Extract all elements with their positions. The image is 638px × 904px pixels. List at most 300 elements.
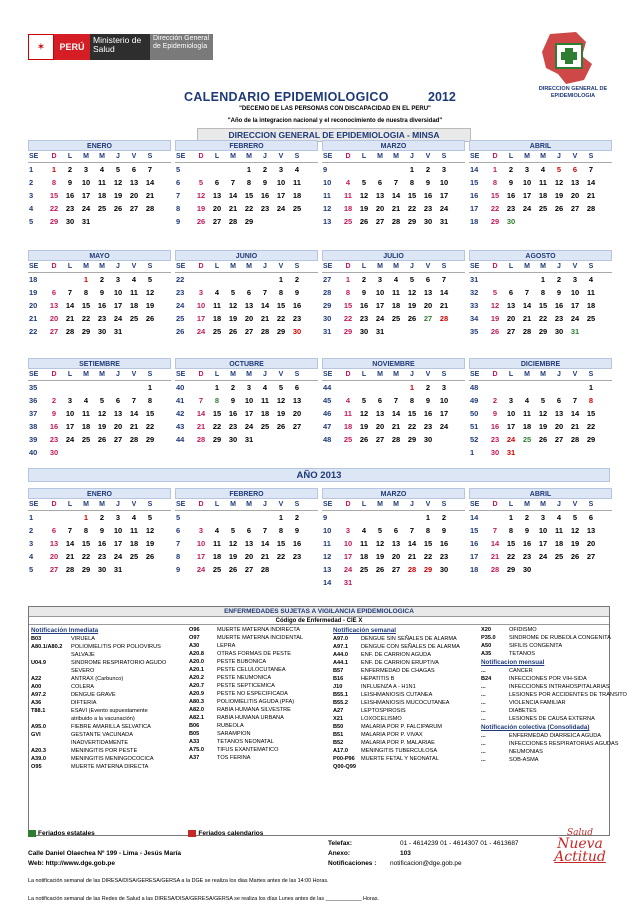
coat-of-arms-icon: ✶ [28, 34, 54, 60]
day-cell: 26 [359, 435, 369, 444]
day-header: D [51, 501, 57, 508]
day-cell: 8 [83, 526, 89, 535]
day-cell: 25 [129, 552, 139, 561]
day-cell: 6 [246, 526, 252, 535]
week-number: 8 [176, 552, 181, 561]
day-cell: 31 [375, 327, 385, 336]
day-cell [436, 576, 452, 589]
day-cell: 12 [538, 409, 548, 418]
month-title: ABRIL [469, 488, 612, 499]
day-cell: 28 [522, 327, 532, 336]
day-header: S [441, 501, 447, 508]
week-row [28, 524, 171, 537]
day-cell [567, 215, 583, 228]
disease-row [189, 738, 329, 746]
day-cell: 30 [97, 565, 107, 574]
week-row [469, 189, 612, 202]
day-cell [225, 511, 241, 524]
day-cell: 16 [49, 422, 59, 431]
day-cell: 4 [99, 165, 105, 174]
day-cell [257, 215, 273, 228]
day-header-row [28, 261, 171, 273]
day-cell: 23 [522, 552, 532, 561]
disease-row [189, 706, 329, 714]
disease-name: LEPTOSPIROSIS [361, 708, 406, 714]
day-cell: 7 [588, 165, 594, 174]
day-header: M [524, 153, 530, 160]
day-cell: 11 [293, 178, 301, 187]
day-cell: 3 [115, 275, 121, 284]
day-cell: 19 [570, 539, 580, 548]
disease-row [31, 715, 186, 723]
day-cell: 1 [409, 165, 415, 174]
week-header: SE [323, 501, 333, 508]
week-row [322, 273, 465, 286]
day-header: M [246, 263, 252, 270]
disease-code: P35.0 [481, 635, 496, 641]
day-cell: 25 [522, 435, 532, 444]
week-number: 38 [29, 422, 38, 431]
disease-code: A75.0 [189, 747, 204, 753]
day-cell: 17 [343, 552, 353, 561]
day-cell: 29 [145, 435, 155, 444]
day-header: D [51, 153, 57, 160]
disease-name: SEVERO [71, 668, 95, 674]
day-cell [340, 511, 356, 524]
disease-row [189, 698, 329, 706]
week-row [469, 163, 612, 176]
disease-name: TETANOS NEONATAL [217, 739, 274, 745]
disease-name: MENINGITIS TUBERCULOSA [361, 748, 438, 754]
disease-row [31, 731, 186, 739]
disease-code: O97 [189, 635, 200, 641]
disease-name: SINDROME DE RUBEOLA CONGENITA [509, 635, 611, 641]
day-cell: 24 [506, 435, 516, 444]
day-cell [388, 381, 404, 394]
day-cell: 26 [276, 422, 286, 431]
day-cell: 4 [540, 165, 546, 174]
disease-code: A20.9 [189, 691, 204, 697]
week-row [322, 576, 465, 589]
calendar-holiday-label: Feriados calendarios [198, 830, 264, 838]
month-title: NOVIEMBRE [322, 358, 465, 369]
day-cell: 3 [524, 165, 530, 174]
day-cell: 7 [492, 526, 498, 535]
day-header: V [278, 263, 284, 270]
day-cell [487, 511, 503, 524]
day-cell: 21 [145, 191, 155, 200]
day-cell: 27 [570, 204, 580, 213]
day-cell [583, 446, 599, 459]
week-row [322, 394, 465, 407]
day-cell: 25 [391, 314, 401, 323]
week-row [28, 273, 171, 286]
day-cell: 20 [375, 204, 385, 213]
day-header-row [322, 369, 465, 381]
disease-code: GVI [31, 732, 41, 738]
week-row [322, 420, 465, 433]
day-cell: 26 [113, 204, 123, 213]
day-cell [551, 446, 567, 459]
month-marzo [322, 488, 465, 589]
month-noviembre [322, 358, 465, 446]
day-header: S [588, 153, 594, 160]
day-cell: 3 [278, 165, 284, 174]
disease-name: RABIA HUMANA SILVESTRE [217, 707, 291, 713]
day-cell: 8 [278, 288, 284, 297]
week-number: 9 [323, 513, 328, 522]
day-cell: 5 [492, 288, 498, 297]
day-cell: 21 [586, 191, 596, 200]
month-title: MARZO [322, 140, 465, 151]
day-cell: 18 [212, 552, 222, 561]
day-cell: 25 [359, 565, 369, 574]
disease-code: B55.1 [333, 692, 348, 698]
disease-code: ... [481, 733, 486, 739]
day-header: L [214, 153, 220, 160]
day-header: M [99, 371, 105, 378]
day-cell: 4 [588, 275, 594, 284]
disease-code: Q00-Q99 [333, 764, 357, 770]
notifications-email[interactable]: notificacion@dge.gob.pe [390, 860, 462, 867]
week-row [469, 537, 612, 550]
day-cell: 5 [147, 275, 153, 284]
day-header: M [83, 153, 89, 160]
disease-row [333, 731, 478, 739]
day-cell [209, 273, 225, 286]
disease-code: A33 [189, 739, 200, 745]
day-cell: 21 [391, 422, 401, 431]
day-cell: 2 [67, 165, 73, 174]
disease-row [189, 682, 329, 690]
day-cell: 4 [214, 526, 220, 535]
day-cell: 12 [145, 526, 155, 535]
disease-name: RUBEOLA [217, 723, 244, 729]
day-cell: 13 [49, 539, 59, 548]
day-cell: 18 [554, 539, 564, 548]
disease-name: HEPATITIS B [361, 676, 395, 682]
day-cell: 22 [423, 552, 433, 561]
day-cell: 22 [244, 204, 254, 213]
day-header: L [508, 501, 514, 508]
day-cell: 18 [81, 422, 91, 431]
disease-name: COLERA [71, 684, 95, 690]
day-cell: 3 [345, 526, 351, 535]
day-cell: 18 [343, 422, 353, 431]
day-cell: 13 [391, 539, 401, 548]
disease-row [333, 707, 478, 715]
week-row [469, 176, 612, 189]
day-cell: 20 [586, 539, 596, 548]
day-cell: 26 [145, 314, 155, 323]
day-cell: 30 [423, 435, 433, 444]
week-number: 51 [470, 422, 479, 431]
disease-name: PESTE NEUMONICA [217, 675, 272, 681]
day-cell: 14 [65, 539, 75, 548]
week-row [175, 215, 318, 228]
day-cell: 31 [113, 327, 123, 336]
disease-code: A82.0 [189, 707, 204, 713]
day-cell: 1 [214, 383, 220, 392]
week-number: 3 [29, 539, 34, 548]
day-cell [388, 576, 404, 589]
day-cell: 24 [244, 422, 254, 431]
weekly-heading: Notificación semanal [333, 627, 396, 634]
day-cell: 29 [212, 435, 222, 444]
day-cell: 30 [228, 435, 238, 444]
day-cell: 16 [292, 301, 302, 310]
day-cell: 16 [65, 191, 75, 200]
day-cell: 2 [262, 165, 268, 174]
day-cell: 22 [145, 422, 155, 431]
week-row [28, 433, 171, 446]
day-cell: 13 [113, 409, 123, 418]
day-cell: 13 [506, 301, 516, 310]
day-cell: 7 [572, 396, 578, 405]
day-cell: 23 [359, 314, 369, 323]
day-cell: 4 [345, 396, 351, 405]
disease-row [31, 707, 186, 715]
day-cell [78, 446, 94, 459]
day-cell: 16 [97, 301, 107, 310]
day-cell: 17 [506, 422, 516, 431]
immediate-column [31, 626, 186, 771]
day-header: M [377, 153, 383, 160]
week-number: 11 [323, 539, 331, 548]
week-number: 12 [323, 552, 332, 561]
day-header: M [230, 371, 236, 378]
month-title: ENERO [28, 488, 171, 499]
disease-name: RABIA HUMANA URBANA [217, 715, 284, 721]
day-cell: 16 [490, 422, 500, 431]
day-cell: 8 [278, 526, 284, 535]
day-header: S [588, 371, 594, 378]
day-cell: 16 [97, 539, 107, 548]
disease-row [481, 707, 609, 715]
week-row [322, 176, 465, 189]
day-cell: 8 [492, 178, 498, 187]
day-cell: 30 [292, 327, 302, 336]
day-cell [372, 381, 388, 394]
day-cell: 25 [129, 314, 139, 323]
ministry-label: Ministerio de Salud [90, 34, 150, 60]
day-cell [519, 273, 535, 286]
day-cell [209, 163, 225, 176]
day-cell: 14 [391, 409, 401, 418]
disease-name: TETANOS [509, 651, 536, 657]
day-header: V [425, 263, 431, 270]
disease-name: INFECCIONES POR VIH-SIDA [509, 676, 587, 682]
week-number: 48 [470, 383, 479, 392]
day-cell: 19 [359, 422, 369, 431]
disease-name: atribuido a la vacunación) [71, 716, 135, 722]
day-header: V [278, 153, 284, 160]
disease-code [31, 667, 71, 675]
day-cell [372, 163, 388, 176]
day-cell: 9 [508, 178, 514, 187]
week-number: 3 [29, 191, 34, 200]
day-header: M [524, 371, 530, 378]
day-cell: 27 [423, 314, 433, 323]
day-cell: 12 [359, 191, 369, 200]
day-header: L [214, 263, 220, 270]
day-cell [372, 511, 388, 524]
week-number: 45 [323, 396, 332, 405]
day-cell: 12 [97, 409, 107, 418]
peru-label: PERÚ [54, 34, 90, 60]
day-cell: 26 [490, 327, 500, 336]
day-cell: 8 [214, 396, 220, 405]
day-cell: 27 [586, 552, 596, 561]
disease-row [333, 715, 478, 723]
day-header: J [116, 501, 120, 508]
week-row [469, 550, 612, 563]
week-row [469, 286, 612, 299]
day-header: L [361, 153, 367, 160]
day-cell: 12 [570, 526, 580, 535]
day-cell: 4 [214, 288, 220, 297]
week-number: 2 [29, 178, 34, 187]
week-row [469, 312, 612, 325]
day-cell: 7 [147, 165, 153, 174]
day-header: S [294, 153, 300, 160]
disease-row [189, 666, 329, 674]
disease-row [31, 675, 186, 683]
day-cell: 19 [407, 301, 417, 310]
day-cell: 20 [391, 552, 401, 561]
day-cell: 25 [212, 327, 222, 336]
week-row [322, 407, 465, 420]
week-number: 22 [176, 275, 185, 284]
day-cell: 28 [391, 217, 401, 226]
week-row [28, 537, 171, 550]
year-2012: 2012 [428, 90, 456, 104]
week-row [175, 433, 318, 446]
disease-name: PESTE NO ESPECIFICADA [217, 691, 288, 697]
day-cell [110, 215, 126, 228]
website-link[interactable]: Web: http://www.dge.gob.pe [28, 860, 116, 867]
disease-name: MUERTE MATERNA INDIRECTA [217, 627, 300, 633]
day-cell: 9 [425, 396, 431, 405]
day-cell: 17 [538, 539, 548, 548]
disease-code: A80.3 [189, 699, 204, 705]
month-enero [28, 488, 171, 576]
day-cell [257, 511, 273, 524]
week-number: 20 [29, 301, 38, 310]
disease-row [189, 674, 329, 682]
week-row [28, 394, 171, 407]
day-cell: 14 [196, 409, 206, 418]
day-cell: 28 [129, 435, 139, 444]
day-header-row [175, 499, 318, 511]
monthly-collective-column [481, 626, 627, 764]
disease-name: OFIDISMO [509, 627, 537, 633]
day-cell: 8 [345, 288, 351, 297]
day-cell: 21 [490, 552, 500, 561]
week-row [28, 446, 171, 459]
day-header: S [441, 371, 447, 378]
day-header: J [263, 263, 267, 270]
day-cell [487, 273, 503, 286]
day-cell: 26 [375, 565, 385, 574]
disease-name: NEUMONIAS [509, 749, 543, 755]
day-cell: 12 [554, 178, 564, 187]
day-cell: 30 [65, 217, 75, 226]
week-row [175, 381, 318, 394]
month-title: SETIEMBRE [28, 358, 171, 369]
week-row [469, 394, 612, 407]
day-cell [126, 563, 142, 576]
day-cell: 2 [556, 275, 562, 284]
disease-name: ENF. DE CARRION ERUPTIVA [361, 660, 439, 666]
day-cell: 18 [391, 301, 401, 310]
day-cell: 17 [276, 191, 286, 200]
disease-row [481, 756, 609, 764]
day-cell: 21 [65, 314, 75, 323]
day-cell: 21 [228, 204, 238, 213]
note-2: La notificación semanal de las Redes de Salud a las DIRESA/DISA/GERESA/GERSA se realiza los días Lunes antes de las ____________ Horas. [28, 896, 379, 902]
disease-code: T88.1 [31, 708, 46, 714]
month-diciembre [469, 358, 612, 459]
day-cell: 24 [113, 552, 123, 561]
day-cell: 23 [423, 204, 433, 213]
day-cell: 3 [67, 396, 73, 405]
day-cell: 20 [244, 314, 254, 323]
day-cell: 29 [276, 327, 286, 336]
day-cell: 10 [244, 396, 254, 405]
day-cell: 27 [244, 565, 254, 574]
day-cell: 6 [556, 396, 562, 405]
day-cell: 18 [129, 301, 139, 310]
day-cell [225, 273, 241, 286]
week-number: 10 [323, 178, 332, 187]
day-cell: 1 [278, 275, 284, 284]
diseases-title: ENFERMEDADES SUJETAS A VIGILANCIA EPIDEMIOLOGICA [29, 607, 609, 617]
day-header: J [410, 371, 414, 378]
day-cell [62, 381, 78, 394]
day-cell: 11 [98, 178, 106, 187]
day-header: M [246, 371, 252, 378]
day-cell: 6 [294, 383, 300, 392]
day-header: J [557, 501, 561, 508]
day-cell: 19 [538, 422, 548, 431]
day-header: D [492, 371, 498, 378]
month-abril [469, 488, 612, 576]
week-number: 30 [323, 314, 332, 323]
day-header: D [345, 371, 351, 378]
day-cell: 29 [49, 217, 59, 226]
day-cell: 28 [145, 204, 155, 213]
day-cell: 28 [570, 435, 580, 444]
section-heading: Notificacion mensual [481, 659, 545, 666]
disease-row [333, 659, 478, 667]
day-header: L [67, 153, 73, 160]
week-row [175, 394, 318, 407]
day-cell: 26 [228, 327, 238, 336]
day-cell: 10 [113, 526, 123, 535]
disease-name: DENGUE GRAVE [71, 692, 116, 698]
day-cell: 15 [276, 301, 286, 310]
month-title: AGOSTO [469, 250, 612, 261]
day-cell: 24 [439, 422, 449, 431]
day-cell [519, 446, 535, 459]
disease-code: A44.1 [333, 660, 348, 666]
day-cell: 9 [425, 178, 431, 187]
day-cell [356, 381, 372, 394]
week-row [322, 325, 465, 338]
day-cell: 19 [145, 539, 155, 548]
week-row [28, 381, 171, 394]
